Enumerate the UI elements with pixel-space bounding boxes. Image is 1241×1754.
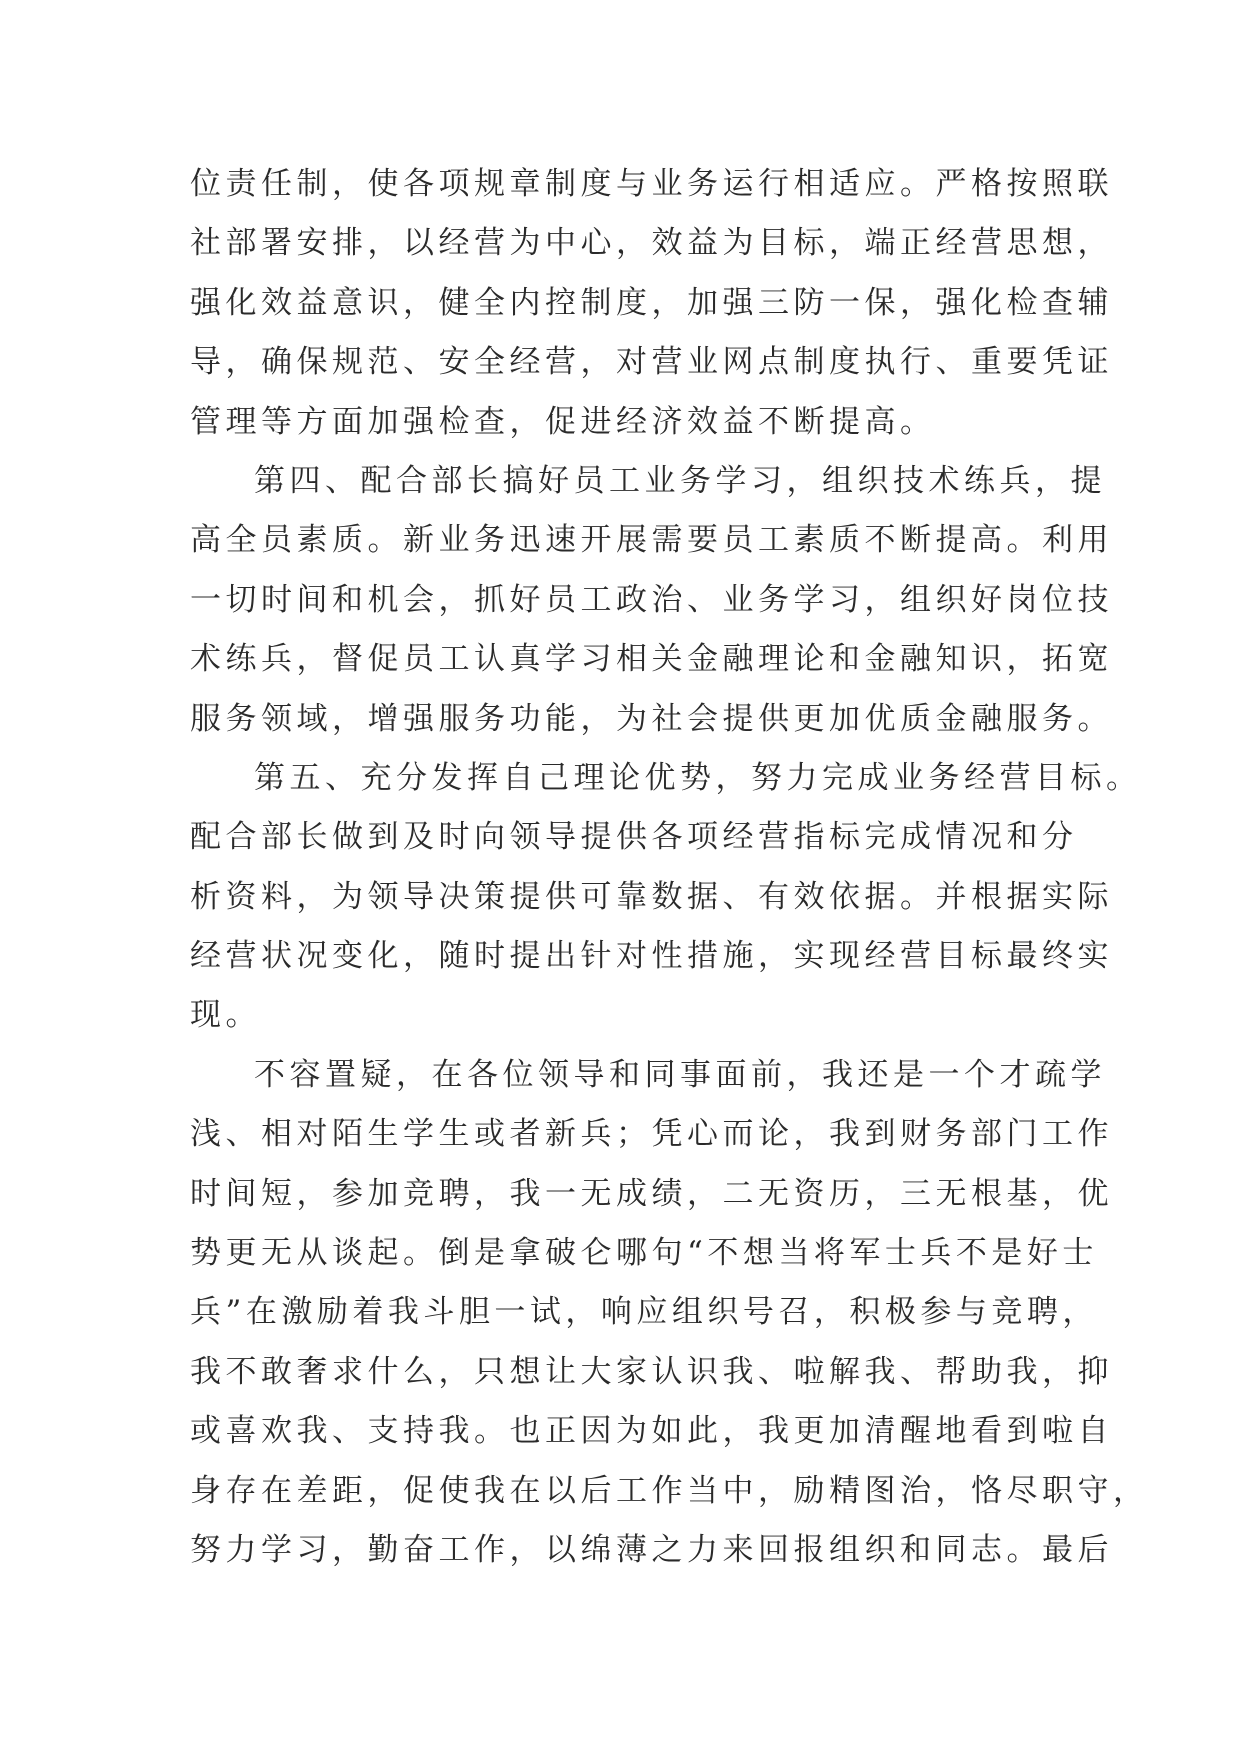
text-line: 兵”在激励着我斗胆一试，响应组织号召，积极参与竞聘， <box>190 1294 1098 1331</box>
paragraph-first-line: 第四、配合部长搞好员工业务学习，组织技术练兵，提 <box>254 462 1106 499</box>
text-line: 位责任制，使各项规章制度与业务运行相适应。严格按照联 <box>190 166 1113 202</box>
text-line: 强化效益意识，健全内控制度，加强三防一保，强化检查辅 <box>190 284 1113 321</box>
text-line: 经营状况变化，随时提出针对性措施，实现经营目标最终实 <box>190 938 1113 975</box>
text-line: 导，确保规范、安全经营，对营业网点制度执行、重要凭证 <box>190 344 1113 381</box>
paragraph-first-line: 第五、充分发挥自己理论优势，努力完成业务经营目标。 <box>254 759 1142 796</box>
text-line: 或喜欢我、支持我。也正因为如此，我更加清醒地看到啦自 <box>190 1413 1113 1450</box>
text-line: 时间短，参加竞聘，我一无成绩，二无资历，三无根基，优 <box>190 1175 1113 1212</box>
text-line: 管理等方面加强检查，促进经济效益不断提高。 <box>190 403 936 440</box>
text-line: 社部署安排，以经营为中心，效益为目标，端正经营思想， <box>190 225 1113 262</box>
text-line: 现。 <box>190 997 261 1034</box>
text-line: 析资料，为领导决策提供可靠数据、有效依据。并根据实际 <box>190 878 1113 915</box>
text-line: 配合部长做到及时向领导提供各项经营指标完成情况和分 <box>190 819 1078 856</box>
text-line: 身存在差距，促使我在以后工作当中，励精图治，恪尽职守， <box>190 1472 1149 1509</box>
document-body-text <box>190 155 1149 1580</box>
text-line: 我不敢奢求什么，只想让大家认识我、啦解我、帮助我，抑 <box>190 1353 1113 1390</box>
text-line: 努力学习，勤奋工作，以绵薄之力来回报组织和同志。最后 <box>190 1531 1113 1568</box>
text-line: 浅、相对陌生学生或者新兵；凭心而论，我到财务部门工作 <box>190 1116 1113 1153</box>
text-line: 服务领域，增强服务功能，为社会提供更加优质金融服务。 <box>190 700 1113 737</box>
text-line: 术练兵，督促员工认真学习相关金融理论和金融知识，拓宽 <box>190 641 1113 678</box>
text-line: 一切时间和机会，抓好员工政治、业务学习，组织好岗位技 <box>190 581 1113 618</box>
text-line: 高全员素质。新业务迅速开展需要员工素质不断提高。利用 <box>190 522 1113 559</box>
text-line: 势更无从谈起。倒是拿破仑哪句“不想当将军士兵不是好士 <box>190 1235 1098 1272</box>
paragraph-first-line: 不容置疑，在各位领导和同事面前，我还是一个才疏学 <box>254 1056 1106 1093</box>
